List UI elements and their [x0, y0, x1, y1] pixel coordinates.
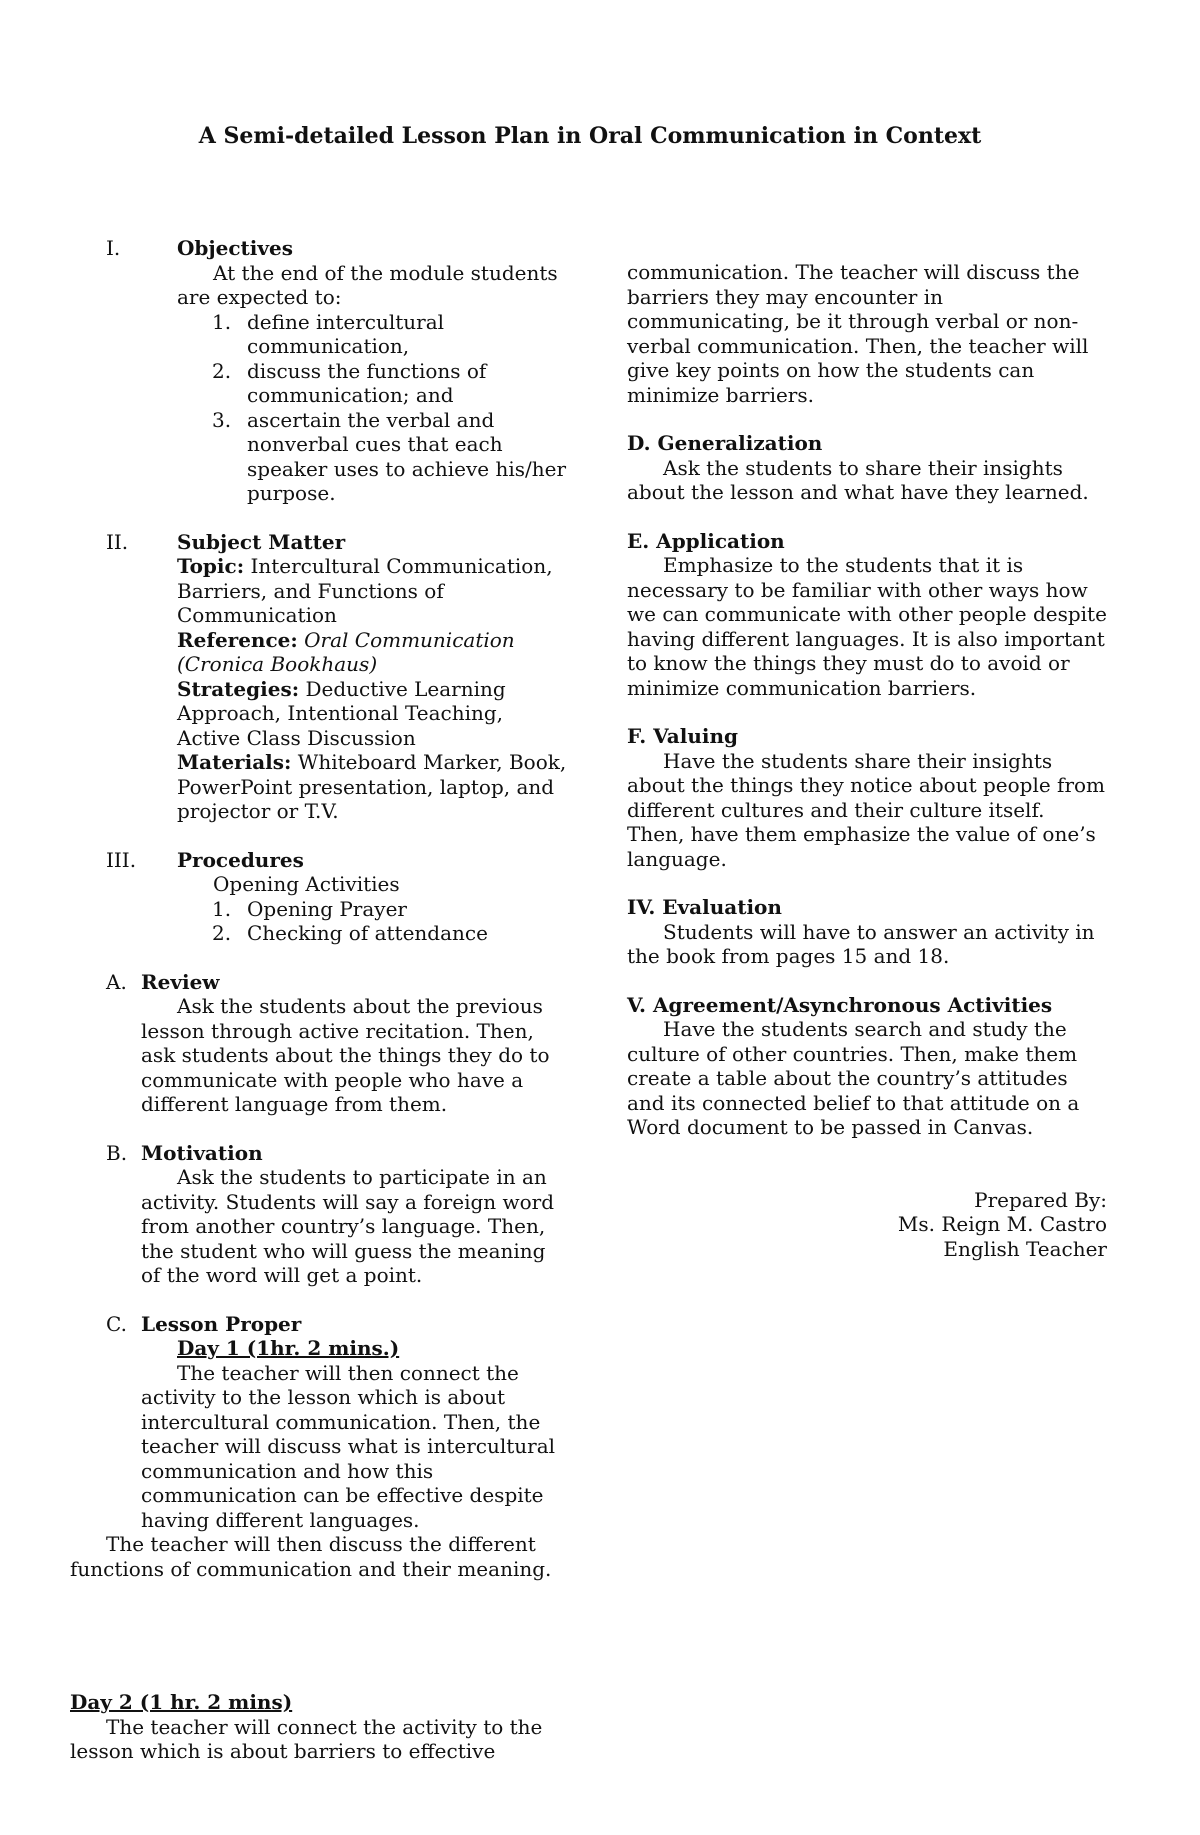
- lesson-proper-heading: Lesson Proper: [141, 1311, 302, 1336]
- motivation-text: Ask the students to participate in an activity. Students will say a foreign word from another country’s language. Then, the student who will guess the meaning of the word will get a point.: [141, 1165, 555, 1287]
- procedures-heading: Procedures: [177, 847, 304, 872]
- review-section: [70, 970, 570, 1117]
- lesson-proper-section: [70, 1312, 570, 1533]
- valuing-text: Have the students share their insights about the things they notice about people from different cultures and their culture itself. Then, have them emphasize the value of one’s language.: [627, 748, 1106, 871]
- day1-text: The teacher will then connect the activity to the lesson which is about intercultural communication. Then, the teacher will discuss what is intercultural communication and how this communication can be effective despite having different languages.: [141, 1360, 556, 1532]
- document-title: A Semi-detailed Lesson Plan in Oral Communication in Context: [198, 123, 982, 149]
- right-column: [627, 260, 1107, 1261]
- continuation-text: communication. The teacher will discuss the barriers they may encounter in communicating, be it through verbal or non-verbal communication. Then, the teacher will give key points on how the students can minimize barriers.: [627, 260, 1089, 407]
- motivation-letter: B.: [106, 1140, 128, 1165]
- left-column: [70, 236, 570, 1581]
- strategies-line: Strategies: Deductive Learning Approach, Intentional Teaching, Active Class Discussion: [177, 676, 506, 750]
- motivation-section: [70, 1141, 570, 1288]
- day1-tail-text: The teacher will then discuss the different functions of communication and their meaning.: [70, 1532, 552, 1581]
- objectives-heading: Objectives: [177, 236, 293, 260]
- lesson-proper-letter: C.: [106, 1311, 127, 1336]
- procedures-section: [70, 848, 570, 946]
- opening-list: [177, 897, 570, 946]
- objective-item: 2. discuss the functions of communication; and: [212, 358, 487, 407]
- review-letter: A.: [106, 969, 127, 994]
- application-heading: E. Application: [627, 528, 785, 553]
- application-text: Emphasize to the students that it is necessary to be familiar with other ways how we can communicate with other people despite having different languages. It is also important to know the things they must do to avoid or minimize communication barriers.: [627, 553, 1107, 700]
- subject-matter-numeral: II.: [106, 529, 129, 554]
- objective-item: 1. define intercultural communication,: [212, 309, 445, 358]
- objectives-intro: At the end of the module students are expected to:: [177, 260, 558, 309]
- opening-activities: Opening Activities: [213, 872, 400, 896]
- objectives-numeral: I.: [106, 236, 121, 260]
- review-heading: Review: [141, 969, 220, 994]
- agreement-heading: V. Agreement/Asynchronous Activities: [627, 992, 1053, 1017]
- agreement-text: Have the students search and study the culture of other countries. Then, make them create a table about the country’s attitudes and its connected belief to that attitude on a Word document to be passed in Canvas.: [627, 1017, 1080, 1139]
- day2-block: [70, 1690, 560, 1764]
- reference-line: Reference: Oral Communication (Cronica Bookhaus): [177, 627, 515, 676]
- prepared-by-block: [627, 1188, 1107, 1262]
- generalization-heading: D. Generalization: [627, 431, 823, 455]
- preparer-name: Ms. Reign M. Castro: [897, 1212, 1107, 1236]
- day2-text: The teacher will connect the activity to the lesson which is about barriers to effective: [70, 1714, 543, 1763]
- review-text: Ask the students about the previous lesson through active recitation. Then, ask students about the things they do to communicate with people who have a different language from them.: [141, 994, 550, 1116]
- objectives-section: [70, 236, 570, 506]
- day1-label: Day 1 (1hr. 2 mins.): [177, 1336, 400, 1360]
- objective-item: 3. ascertain the verbal and nonverbal cues that each speaker uses to achieve his/her purpose.: [212, 407, 567, 505]
- topic-line: Topic: Intercultural Communication, Barriers, and Functions of Communication: [177, 554, 553, 627]
- opening-item: 1. Opening Prayer: [212, 896, 407, 921]
- prepared-by-label: Prepared By:: [974, 1187, 1107, 1212]
- subject-matter-section: [70, 530, 570, 824]
- procedures-numeral: III.: [106, 847, 137, 872]
- evaluation-text: Students will have to answer an activity in the book from pages 15 and 18.: [627, 919, 1095, 968]
- opening-item: 2. Checking of attendance: [212, 921, 488, 945]
- day2-label: Day 2 (1 hr. 2 mins): [70, 1690, 293, 1714]
- valuing-heading: F. Valuing: [627, 724, 739, 748]
- subject-matter-heading: Subject Matter: [177, 529, 346, 554]
- objectives-list: [177, 310, 570, 506]
- motivation-heading: Motivation: [141, 1140, 263, 1165]
- generalization-text: Ask the students to share their insights about the lesson and what have they learned.: [627, 455, 1089, 504]
- preparer-role: English Teacher: [943, 1236, 1107, 1261]
- evaluation-heading: IV. Evaluation: [627, 895, 782, 919]
- materials-line: Materials: Whiteboard Marker, Book, PowerPoint presentation, laptop, and projector or T.V.: [177, 750, 567, 823]
